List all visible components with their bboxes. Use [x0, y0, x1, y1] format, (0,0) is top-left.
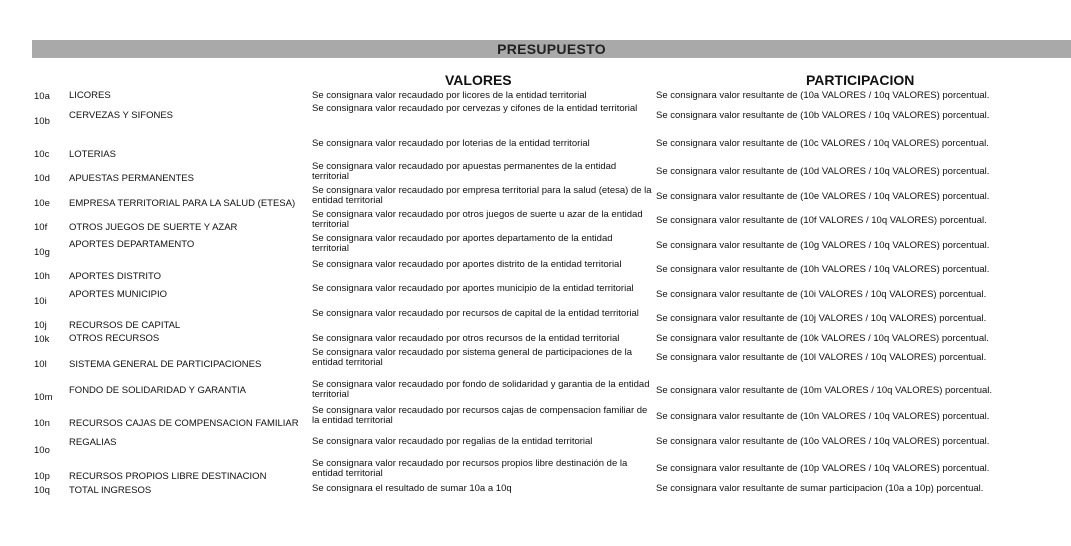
- row-label: LICORES: [69, 90, 111, 101]
- row-participacion-description: Se consignara valor resultante de (10k VALORES / 10q VALORES) porcentual.: [656, 333, 989, 344]
- row-label: LOTERIAS: [69, 149, 116, 160]
- row-code: 10h: [34, 271, 50, 282]
- row-participacion-description: Se consignara valor resultante de (10p VALORES / 10q VALORES) porcentual.: [656, 463, 990, 474]
- row-code: 10m: [34, 392, 53, 403]
- row-valor-description: Se consignara valor recaudado por aportes municipio de la entidad territorial: [312, 283, 634, 294]
- participacion-header: PARTICIPACION: [806, 72, 915, 88]
- row-label: FONDO DE SOLIDARIDAD Y GARANTIA: [69, 385, 247, 396]
- row-valor-description: Se consignara valor recaudado por sistema general de participaciones de la entidad territorial: [312, 347, 633, 368]
- row-label: REGALIAS: [69, 437, 117, 448]
- row-valor-description: Se consignara valor recaudado por regalias de la entidad territorial: [312, 436, 593, 447]
- row-participacion-description: Se consignara valor resultante de (10j VALORES / 10q VALORES) porcentual.: [656, 313, 987, 324]
- row-valor-description: Se consignara valor recaudado por aportes departamento de la entidad territorial: [312, 233, 613, 254]
- row-valor-description: Se consignara valor recaudado por loterias de la entidad territorial: [312, 138, 590, 149]
- row-participacion-description: Se consignara valor resultante de (10e VALORES / 10q VALORES) porcentual.: [656, 191, 990, 202]
- row-valor-description: Se consignara valor recaudado por aportes distrito de la entidad territorial: [312, 259, 622, 270]
- row-label: EMPRESA TERRITORIAL PARA LA SALUD (ETESA): [69, 198, 296, 209]
- row-participacion-description: Se consignara valor resultante de (10g VALORES / 10q VALORES) porcentual.: [656, 240, 990, 251]
- row-label: APUESTAS PERMANENTES: [69, 173, 194, 184]
- row-label: CERVEZAS Y SIFONES: [69, 110, 174, 121]
- row-participacion-description: Se consignara valor resultante de (10n VALORES / 10q VALORES) porcentual.: [656, 411, 990, 422]
- row-participacion-description: Se consignara valor resultante de (10a VALORES / 10q VALORES) porcentual.: [656, 90, 990, 101]
- valores-header: VALORES: [445, 72, 512, 88]
- row-participacion-description: Se consignara valor resultante de (10l VALORES / 10q VALORES) porcentual.: [656, 352, 987, 363]
- row-code: 10k: [34, 334, 50, 345]
- row-valor-description: Se consignara valor recaudado por otros recursos de la entidad territorial: [312, 333, 620, 344]
- row-code: 10n: [34, 418, 50, 429]
- row-code: 10a: [34, 91, 50, 102]
- row-label: OTROS JUEGOS DE SUERTE Y AZAR: [69, 222, 238, 233]
- row-valor-description: Se consignara valor recaudado por licores de la entidad territorial: [312, 90, 587, 101]
- row-participacion-description: Se consignara valor resultante de (10o VALORES / 10q VALORES) porcentual.: [656, 436, 990, 447]
- row-label: RECURSOS PROPIOS LIBRE DESTINACION: [69, 471, 267, 482]
- row-code: 10b: [34, 116, 50, 127]
- row-code: 10o: [34, 445, 50, 456]
- row-valor-description: Se consignara valor recaudado por apuestas permanentes de la entidad territorial: [312, 161, 617, 182]
- row-valor-description: Se consignara valor recaudado por fondo de solidaridad y garantia de la entidad territorial: [312, 379, 650, 400]
- row-code: 10l: [34, 359, 47, 370]
- row-label: TOTAL INGRESOS: [69, 485, 152, 496]
- row-label: RECURSOS DE CAPITAL: [69, 320, 181, 331]
- row-participacion-description: Se consignara valor resultante de (10d VALORES / 10q VALORES) porcentual.: [656, 166, 990, 177]
- row-label: APORTES DISTRITO: [69, 271, 162, 282]
- row-code: 10i: [34, 296, 47, 307]
- row-code: 10d: [34, 173, 50, 184]
- row-participacion-description: Se consignara valor resultante de (10f VALORES / 10q VALORES) porcentual.: [656, 215, 987, 226]
- row-code: 10q: [34, 485, 50, 496]
- row-participacion-description: Se consignara valor resultante de (10b VALORES / 10q VALORES) porcentual.: [656, 110, 990, 121]
- row-valor-description: Se consignara valor recaudado por recursos propios libre destinación de la entidad territorial: [312, 458, 628, 479]
- row-label: RECURSOS CAJAS DE COMPENSACION FAMILIAR: [69, 418, 299, 429]
- row-code: 10p: [34, 471, 50, 482]
- row-valor-description: Se consignara el resultado de sumar 10a a 10q: [312, 483, 512, 494]
- row-participacion-description: Se consignara valor resultante de (10i VALORES / 10q VALORES) porcentual.: [656, 289, 987, 300]
- row-code: 10f: [34, 222, 48, 233]
- row-code: 10j: [34, 320, 47, 331]
- row-code: 10e: [34, 198, 50, 209]
- row-valor-description: Se consignara valor recaudado por cervezas y cifones de la entidad territorial: [312, 103, 638, 114]
- row-valor-description: Se consignara valor recaudado por empresa territorial para la salud (etesa) de la entidad territorial: [312, 185, 652, 206]
- row-label: APORTES DEPARTAMENTO: [69, 239, 195, 250]
- row-participacion-description: Se consignara valor resultante de (10c VALORES / 10q VALORES) porcentual.: [656, 138, 989, 149]
- row-code: 10g: [34, 247, 50, 258]
- row-valor-description: Se consignara valor recaudado por recursos de capital de la entidad territorial: [312, 308, 639, 319]
- row-label: SISTEMA GENERAL DE PARTICIPACIONES: [69, 359, 262, 370]
- row-participacion-description: Se consignara valor resultante de sumar participacion (10a a 10p) porcentual.: [656, 483, 984, 494]
- row-participacion-description: Se consignara valor resultante de (10h VALORES / 10q VALORES) porcentual.: [656, 264, 990, 275]
- row-label: OTROS RECURSOS: [69, 333, 160, 344]
- row-valor-description: Se consignara valor recaudado por otros juegos de suerte u azar de la entidad territorial: [312, 209, 643, 230]
- section-title: PRESUPUESTO: [32, 40, 1071, 58]
- row-participacion-description: Se consignara valor resultante de (10m VALORES / 10q VALORES) porcentual.: [656, 385, 993, 396]
- row-code: 10c: [34, 149, 50, 160]
- row-valor-description: Se consignara valor recaudado por recursos cajas de compensacion familiar de la entidad territorial: [312, 405, 648, 426]
- row-label: APORTES MUNICIPIO: [69, 289, 168, 300]
